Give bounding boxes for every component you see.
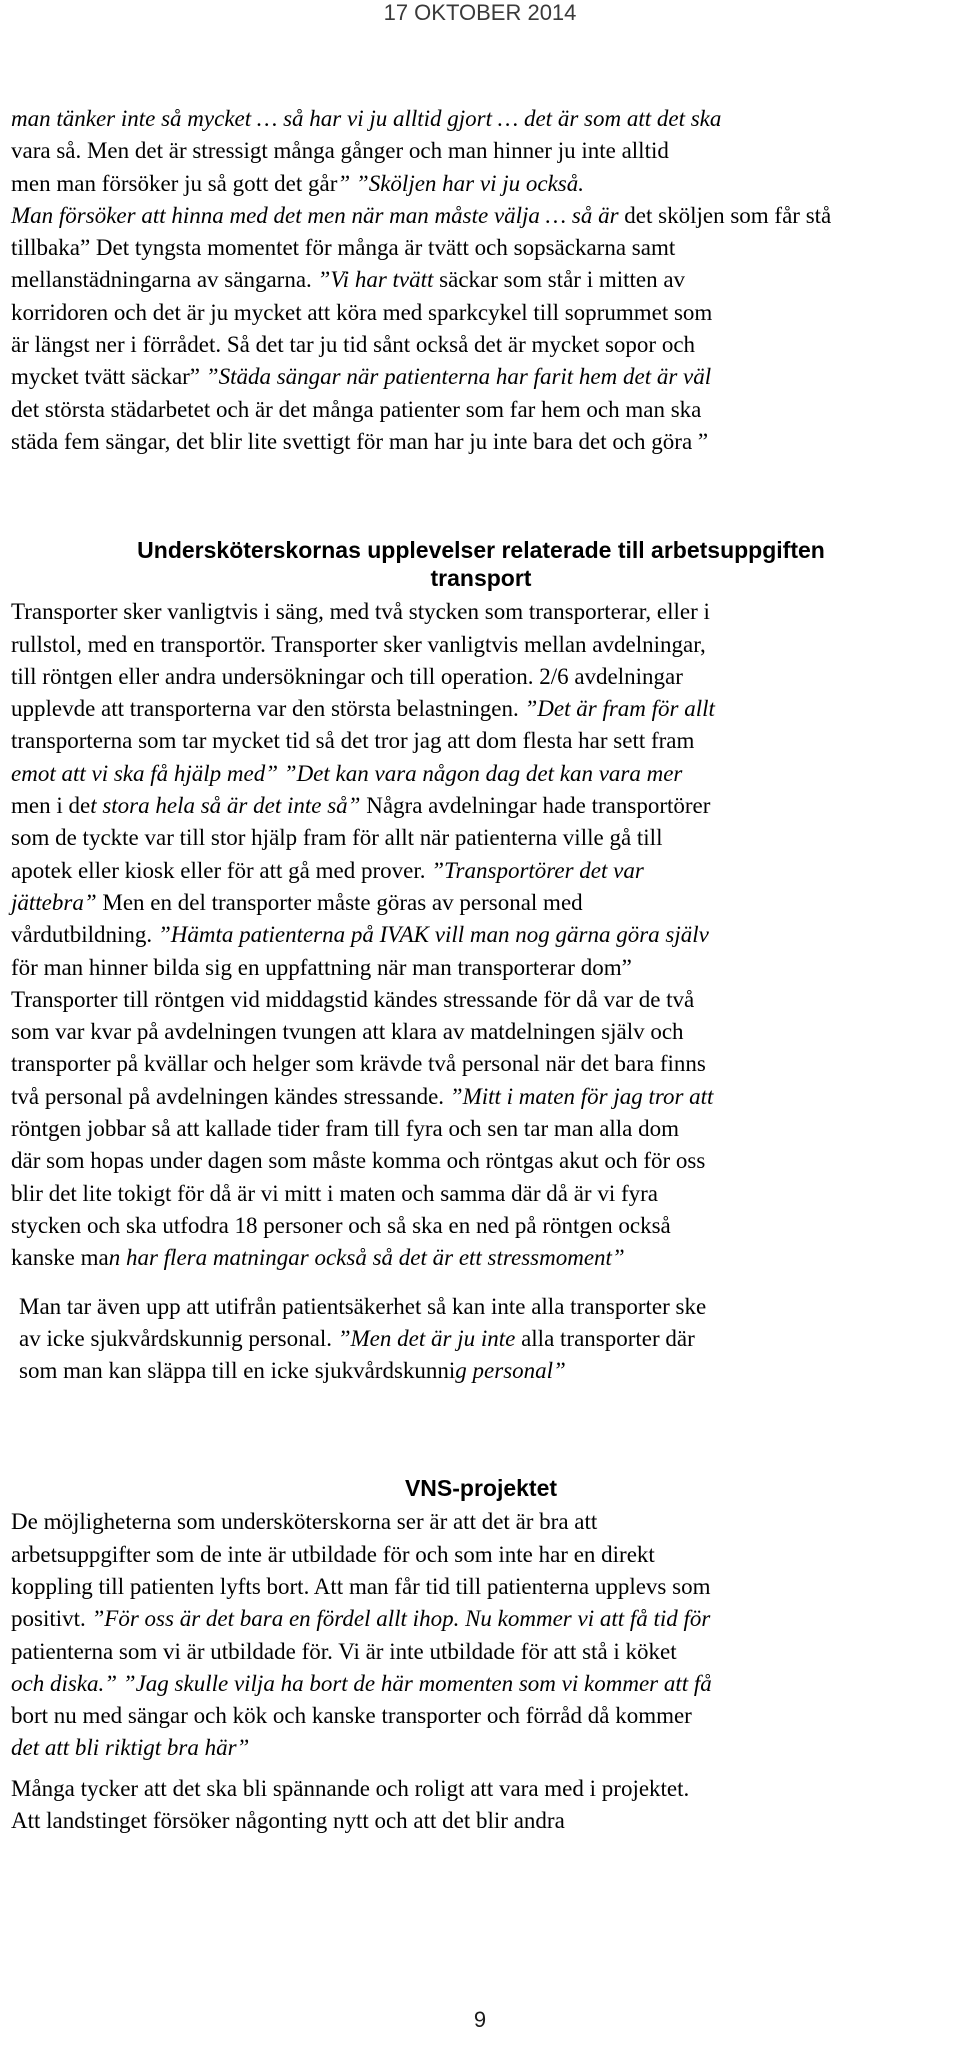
text-line: [11, 1636, 951, 1668]
body-text: Att landstinget försöker någonting nytt och att det blir andra: [11, 1808, 565, 1834]
quote-text: Man försöker att hinna med det men när man måste välja … så är: [11, 202, 625, 228]
text-line: [11, 297, 951, 329]
body-text: transporter på kvällar och helger som krävde två personal när det bara finns: [11, 1051, 706, 1077]
body-text: där som hopas under dagen som måste komma och röntgas akut och för oss: [11, 1148, 706, 1174]
quote-text: ”Städa sängar när patienterna har farit hem det är väl: [205, 364, 712, 390]
quote-text: jättebra”: [11, 889, 103, 915]
text-line: [11, 232, 951, 264]
vns-paragraph: [11, 1506, 951, 1764]
text-line: [11, 1668, 951, 1700]
body-text: säckar som står i mitten av: [439, 267, 686, 293]
text-line: [19, 1323, 951, 1355]
text-line: [11, 1603, 951, 1635]
body-text: men man försöker ju så gott det går: [11, 170, 338, 196]
text-line: [11, 693, 951, 725]
body-text: röntgen jobbar så att kallade tider fram till fyra och sen tar man alla dom: [11, 1116, 680, 1142]
body-text: Några avdelningar hade transportörer: [366, 793, 711, 819]
text-line: [11, 661, 951, 693]
section-heading-line: Undersköterskornas upplevelser relaterade till arbetsuppgiften: [137, 537, 825, 564]
quote-text: g personal”: [455, 1358, 566, 1384]
text-line: [11, 790, 951, 822]
page-header-date: 17 OKTOBER 2014: [383, 0, 577, 25]
body-text: två personal på avdelningen kändes stressande.: [11, 1083, 450, 1109]
text-line: [11, 394, 951, 426]
body-text: städa fem sängar, det blir lite svettigt för man har ju inte bara det och göra ”: [11, 428, 709, 454]
spacer: [11, 1387, 951, 1474]
text-line: [11, 1242, 951, 1274]
quote-text: det att bli riktigt bra här”: [11, 1735, 250, 1761]
text-line: [11, 855, 951, 887]
body-text: blir det lite tokigt för då är vi mitt i maten och samma där då är vi fyra: [11, 1180, 658, 1206]
body-text: till röntgen eller andra undersökningar och till operation. 2/6 avdelningar: [11, 663, 683, 689]
text-line: [11, 135, 951, 167]
interview-excerpt-paragraph: [11, 103, 951, 458]
text-line: [11, 1805, 951, 1837]
quote-text: ” ”Sköljen har vi ju också.: [337, 170, 584, 196]
text-line: [11, 1178, 951, 1210]
text-line: [19, 1291, 951, 1323]
vns-paragraph-2: [11, 1773, 951, 1838]
body-text: transporterna som tar mycket tid så det tror jag att dom flesta har sett fram: [11, 728, 695, 754]
body-text: vara så. Men det är stressigt många gånger och man hinner ju inte alltid: [11, 138, 669, 164]
text-line: [11, 200, 951, 232]
body-text: koppling till patienten lyfts bort. Att man får tid till patienterna upplevs som: [11, 1573, 711, 1599]
text-line: [11, 822, 951, 854]
text-line: [11, 1210, 951, 1242]
quote-text: emot att vi ska få hjälp med” ”Det kan vara någon dag det kan vara mer: [11, 760, 683, 786]
body-text: mycket tvätt säckar”: [11, 364, 206, 390]
body-text: alla transporter där: [521, 1325, 695, 1351]
body-text: De möjligheterna som undersköterskorna ser är att det är bra att: [11, 1509, 598, 1535]
body-text: positivt.: [11, 1606, 92, 1632]
spacer: [11, 458, 951, 536]
section-heading-line: transport: [430, 565, 532, 592]
body-text: vårdutbildning.: [11, 922, 158, 948]
page-number: 9: [473, 2007, 487, 2032]
body-text: korridoren och det är ju mycket att köra med sparkcykel till soprummet som: [11, 299, 713, 325]
text-line: [11, 426, 951, 458]
text-line: [11, 264, 951, 296]
body-text: Många tycker att det ska bli spännande och roligt att vara med i projektet.: [11, 1775, 690, 1801]
page-body: [11, 103, 951, 1837]
text-line: [11, 758, 951, 790]
text-line: [11, 1016, 951, 1048]
text-line: [11, 1571, 951, 1603]
body-text: patienterna som vi är utbildade för. Vi är inte utbildade för att stå i köket: [11, 1638, 677, 1664]
text-line: [11, 984, 951, 1016]
quote-text: ”För oss är det bara en fördel allt ihop. Nu kommer vi att få tid för: [91, 1606, 711, 1632]
body-text: som de tyckte var till stor hjälp fram för allt när patienterna ville gå till: [11, 825, 663, 851]
body-text: mellanstädningarna av sängarna.: [11, 267, 318, 293]
text-line: [11, 1145, 951, 1177]
text-line: [11, 168, 951, 200]
quote-text: ”Hämta patienterna på IVAK vill man nog gärna göra själv: [157, 922, 709, 948]
body-text: tillbaka” Det tyngsta momentet för många är tvätt och sopsäckarna samt: [11, 235, 676, 261]
text-line: [11, 596, 951, 628]
transport-paragraph-2: [11, 1291, 951, 1388]
body-text: rullstol, med en transportör. Transporter sker vanligtvis mellan avdelningar,: [11, 631, 706, 657]
body-text: Transporter till röntgen vid middagstid kändes stressande för då var de två: [11, 986, 695, 1012]
body-text: är längst ner i förrådet. Så det tar ju tid sånt också det är mycket sopor och: [11, 332, 696, 358]
text-line: [11, 887, 951, 919]
quote-text: t stora hela så är det inte så”: [90, 793, 367, 819]
quote-text: ”Mitt i maten för jag tror att: [449, 1083, 714, 1109]
body-text: kanske ma: [11, 1245, 109, 1271]
text-line: [11, 1113, 951, 1145]
body-text: upplevde att transporterna var den största belastningen.: [11, 696, 525, 722]
text-line: [11, 952, 951, 984]
quote-text: ”Vi har tvätt: [317, 267, 440, 293]
text-line: [11, 1773, 951, 1805]
quote-text: man tänker inte så mycket … så har vi ju alltid gjort … det är som att det ska: [11, 106, 722, 131]
body-text: Men en del transporter måste göras av personal med: [102, 889, 583, 915]
text-line: [11, 629, 951, 661]
body-text: av icke sjukvårdskunnig personal.: [19, 1325, 338, 1351]
transport-paragraph: [11, 596, 951, 1274]
text-line: [11, 725, 951, 757]
quote-text: ”Transportörer det var: [431, 857, 644, 883]
body-text: bort nu med sängar och kök och kanske transporter och förråd då kommer: [11, 1703, 692, 1729]
body-text: men i de: [11, 793, 91, 819]
body-text: för man hinner bilda sig en uppfattning när man transporterar dom”: [11, 954, 632, 980]
text-line: [11, 329, 951, 361]
text-line: [11, 919, 951, 951]
body-text: Transporter sker vanligtvis i säng, med två stycken som transporterar, eller i: [11, 599, 710, 625]
text-line: [11, 1048, 951, 1080]
body-text: det sköljen som får stå: [624, 202, 832, 228]
body-text: det största städarbetet och är det många patienter som far hem och man ska: [11, 396, 702, 422]
body-text: stycken och ska utfodra 18 personer och så ska en ned på röntgen också: [11, 1212, 671, 1238]
body-text: som man kan släppa till en icke sjukvårdskunni: [19, 1358, 456, 1384]
quote-text: ”Det är fram för allt: [524, 696, 715, 722]
quote-text: ”Men det är ju inte: [337, 1325, 522, 1351]
text-line: [11, 1732, 951, 1764]
body-text: apotek eller kiosk eller för att gå med prover.: [11, 857, 432, 883]
text-line: [19, 1355, 951, 1387]
section-heading-transport: [11, 536, 951, 592]
body-text: arbetsuppgifter som de inte är utbildade för och som inte har en direkt: [11, 1541, 655, 1567]
text-line: [11, 1506, 951, 1538]
section-heading-vns: VNS-projektet: [404, 1475, 558, 1502]
quote-text: n har flera matningar också så det är ett stressmoment”: [108, 1245, 625, 1271]
text-line: [11, 1081, 951, 1113]
text-line: [11, 1700, 951, 1732]
text-line: [11, 361, 951, 393]
text-line: [11, 103, 951, 135]
text-line: [11, 1539, 951, 1571]
body-text: som var kvar på avdelningen tvungen att klara av matdelningen själv och: [11, 1019, 684, 1045]
quote-text: och diska.” ”Jag skulle vilja ha bort de här momenten som vi kommer att få: [11, 1670, 712, 1696]
body-text: Man tar även upp att utifrån patientsäkerhet så kan inte alla transporter ske: [19, 1293, 707, 1319]
